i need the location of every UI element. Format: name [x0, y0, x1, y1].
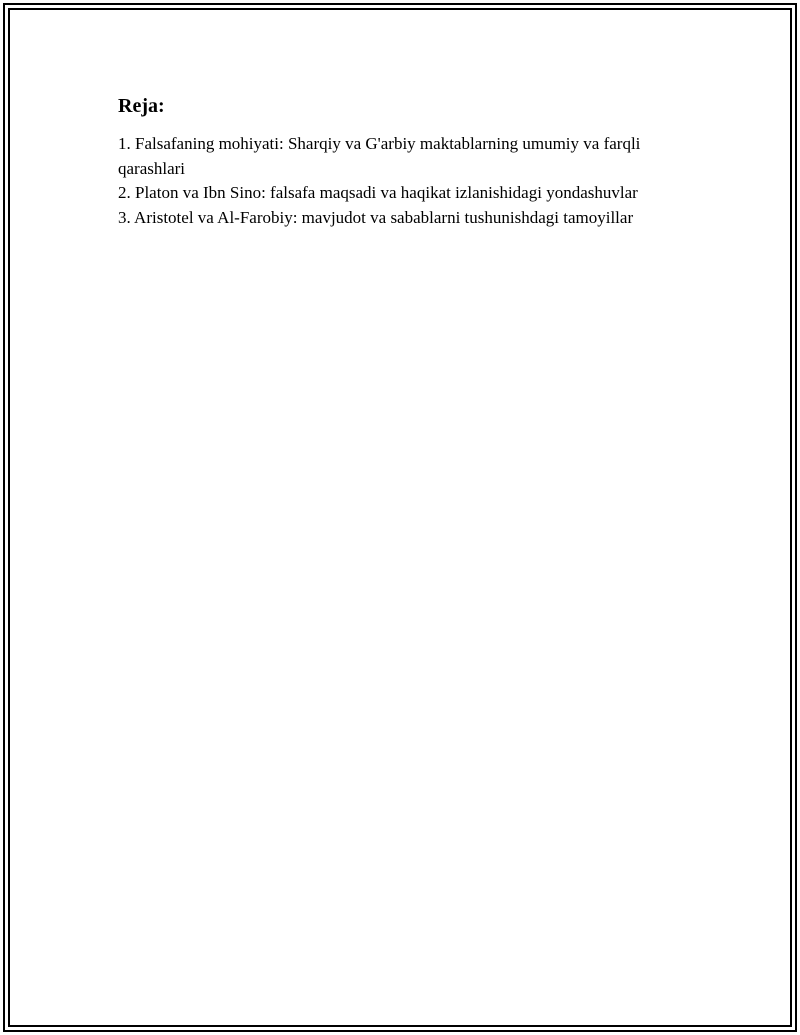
plan-item-3: 3. Aristotel va Al-Farobiy: mavjudot va sabablarni tushunishdagi tamoyillar [118, 207, 634, 227]
plan-item-1: 1. Falsafaning mohiyati: Sharqiy va G'arbiy maktablarning umumiy va farqli qarashlari [118, 134, 641, 178]
plan-item-2: 2. Platon va Ibn Sino: falsafa maqsadi va haqikat izlanishidagi yondashuvlar [118, 183, 638, 202]
document-content [118, 92, 698, 230]
plan-list [118, 132, 698, 230]
plan-heading: Reja: [118, 95, 165, 117]
